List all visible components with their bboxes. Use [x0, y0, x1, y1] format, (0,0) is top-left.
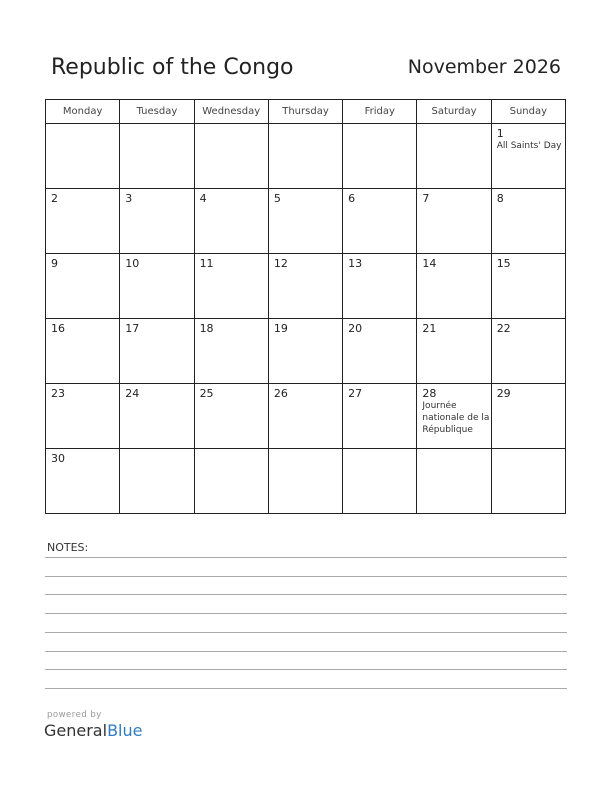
day-cell	[120, 449, 194, 514]
day-cell	[120, 319, 194, 384]
day-cell	[269, 319, 343, 384]
day-cell	[492, 254, 566, 319]
week-row	[46, 124, 566, 189]
day-number: 28	[422, 387, 437, 400]
day-cell	[343, 449, 417, 514]
day-cell	[417, 319, 491, 384]
day-number: 6	[348, 192, 356, 205]
day-cell	[120, 384, 194, 449]
day-cell	[46, 254, 120, 319]
day-number: 13	[348, 257, 363, 270]
day-number: 17	[125, 322, 140, 335]
day-cell	[343, 124, 417, 189]
day-cell	[269, 449, 343, 514]
brand-blue: Blue	[107, 721, 143, 740]
note-line	[45, 651, 567, 652]
note-line	[45, 669, 567, 670]
day-number: 20	[348, 322, 363, 335]
weekday-header: Wednesday	[195, 100, 269, 124]
day-cell	[492, 449, 566, 514]
day-number: 8	[496, 192, 504, 205]
day-cell	[343, 384, 417, 449]
weekday-header: Tuesday	[120, 100, 194, 124]
note-line	[45, 557, 567, 558]
calendar-grid	[45, 99, 566, 514]
day-cell	[120, 124, 194, 189]
week-row	[46, 449, 566, 514]
powered-by-text: powered by	[47, 710, 102, 720]
day-number: 23	[51, 387, 65, 400]
notes-label: NOTES:	[47, 541, 89, 554]
day-number: 1	[496, 127, 504, 140]
day-number: 9	[51, 257, 58, 270]
day-number: 22	[496, 322, 511, 335]
day-number: 26	[273, 387, 288, 400]
day-number: 12	[273, 257, 288, 270]
day-number: 2	[51, 192, 58, 205]
day-number: 21	[422, 322, 437, 335]
holiday-label: All Saints' Day	[496, 141, 562, 151]
day-cell	[417, 254, 491, 319]
day-cell	[195, 189, 269, 254]
day-cell	[417, 124, 491, 189]
day-number: 15	[496, 257, 511, 270]
weekday-header: Friday	[343, 100, 417, 124]
note-line	[45, 576, 567, 577]
day-cell	[343, 319, 417, 384]
note-line	[45, 632, 567, 633]
day-cell	[195, 254, 269, 319]
weekday-header-row	[46, 100, 566, 124]
day-cell	[269, 254, 343, 319]
day-number: 18	[199, 322, 214, 335]
day-cell	[343, 254, 417, 319]
day-cell	[46, 189, 120, 254]
day-cell	[46, 384, 120, 449]
day-number: 5	[273, 192, 281, 205]
week-row	[46, 254, 566, 319]
generalblue-logo	[44, 721, 142, 740]
day-cell	[417, 449, 491, 514]
day-cell	[46, 319, 120, 384]
day-cell	[120, 189, 194, 254]
note-line	[45, 613, 567, 614]
day-cell	[46, 124, 120, 189]
day-number: 19	[273, 322, 288, 335]
day-number: 30	[51, 452, 65, 465]
day-number: 11	[199, 257, 214, 270]
day-number: 7	[422, 192, 430, 205]
weekday-header: Saturday	[417, 100, 491, 124]
day-cell	[492, 319, 566, 384]
day-cell	[120, 254, 194, 319]
day-cell	[492, 384, 566, 449]
weekday-header: Sunday	[492, 100, 566, 124]
day-cell	[195, 384, 269, 449]
day-cell	[269, 124, 343, 189]
week-row	[46, 384, 566, 449]
weekday-header: Thursday	[269, 100, 343, 124]
calendar-month-title: November 2026	[407, 56, 561, 78]
week-row	[46, 189, 566, 254]
day-cell	[195, 124, 269, 189]
day-number: 10	[125, 257, 140, 270]
day-number: 29	[496, 387, 511, 400]
weeks-container	[46, 124, 566, 514]
day-cell	[269, 384, 343, 449]
week-row	[46, 319, 566, 384]
day-number: 3	[125, 192, 133, 205]
day-cell	[46, 449, 120, 514]
day-number: 24	[125, 387, 140, 400]
day-cell	[417, 384, 491, 449]
day-cell	[417, 189, 491, 254]
calendar-country-title: Republic of the Congo	[51, 55, 294, 80]
day-cell	[492, 124, 566, 189]
day-cell	[343, 189, 417, 254]
day-number: 25	[199, 387, 214, 400]
holiday-label: Journée nationale de la République	[422, 401, 490, 435]
day-number: 14	[422, 257, 437, 270]
day-cell	[492, 189, 566, 254]
day-cell	[195, 319, 269, 384]
day-cell	[195, 449, 269, 514]
day-number: 4	[199, 192, 207, 205]
day-number: 27	[348, 387, 363, 400]
brand-general: General	[44, 721, 108, 740]
weekday-header: Monday	[46, 100, 120, 124]
day-cell	[269, 189, 343, 254]
note-line	[45, 688, 567, 689]
day-number: 16	[51, 322, 65, 335]
note-line	[45, 594, 567, 595]
